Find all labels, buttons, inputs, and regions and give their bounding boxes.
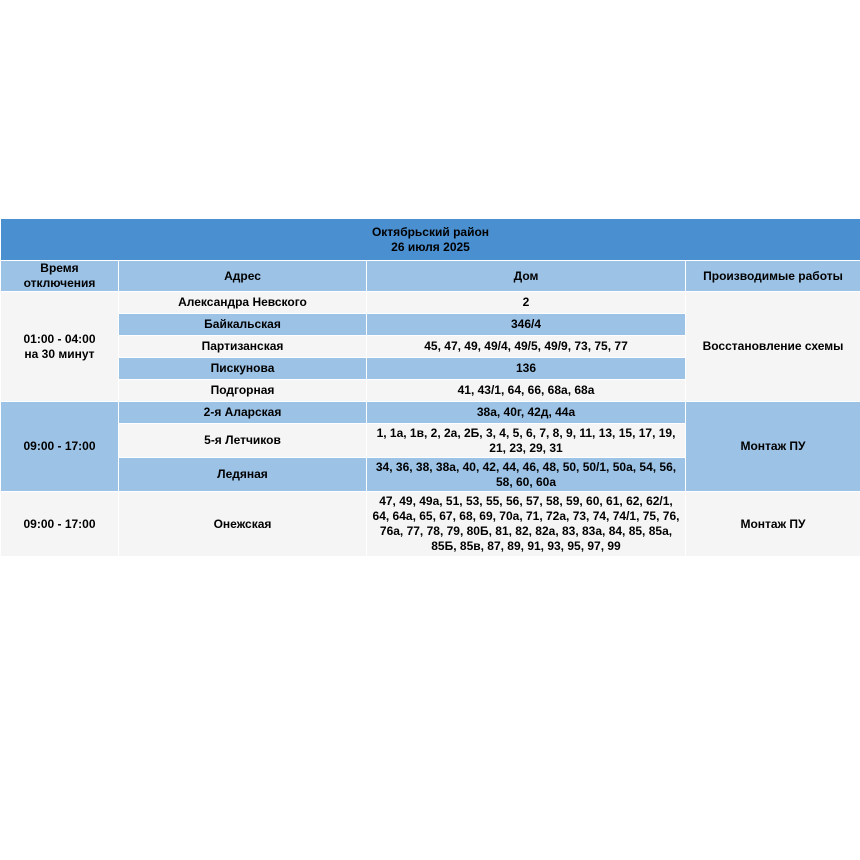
house-cell: 38а, 40г, 42д, 44а bbox=[367, 402, 686, 424]
works-cell: Монтаж ПУ bbox=[686, 402, 860, 492]
outage-date: 26 июля 2025 bbox=[391, 239, 470, 254]
house-cell: 34, 36, 38, 38а, 40, 42, 44, 46, 48, 50, 50/1, 50а, 54, 56, 58, 60, 60а bbox=[367, 458, 686, 492]
street-cell: Партизанская bbox=[119, 336, 367, 358]
column-header-house: Дом bbox=[367, 261, 686, 292]
table-title-row bbox=[1, 219, 860, 261]
time-cell bbox=[1, 292, 119, 402]
works-cell: Монтаж ПУ bbox=[686, 492, 860, 557]
street-cell: 2-я Аларская bbox=[119, 402, 367, 424]
street-cell: Александра Невского bbox=[119, 292, 367, 314]
table-row bbox=[1, 492, 860, 557]
table-title bbox=[1, 219, 860, 261]
district-name: Октябрьский район bbox=[371, 224, 490, 239]
street-cell: Байкальская bbox=[119, 314, 367, 336]
time-cell: 09:00 - 17:00 bbox=[1, 492, 119, 557]
street-cell: Ледяная bbox=[119, 458, 367, 492]
time-cell: 09:00 - 17:00 bbox=[1, 402, 119, 492]
house-cell: 1, 1а, 1в, 2, 2а, 2Б, 3, 4, 5, 6, 7, 8, 9, 11, 13, 15, 17, 19, 21, 23, 29, 31 bbox=[367, 424, 686, 458]
column-header-works: Производимые работы bbox=[686, 261, 860, 292]
time-note: на 30 минут bbox=[24, 346, 95, 361]
house-cell: 2 bbox=[367, 292, 686, 314]
street-cell: Онежская bbox=[119, 492, 367, 557]
street-cell: Пискунова bbox=[119, 358, 367, 380]
column-header-time: Время отключения bbox=[1, 261, 119, 292]
street-cell: 5-я Летчиков bbox=[119, 424, 367, 458]
outage-schedule bbox=[0, 218, 860, 557]
house-cell: 45, 47, 49, 49/4, 49/5, 49/9, 73, 75, 77 bbox=[367, 336, 686, 358]
house-cell: 136 bbox=[367, 358, 686, 380]
time-range: 01:00 - 04:00 bbox=[23, 331, 96, 346]
works-cell: Восстановление схемы bbox=[686, 292, 860, 402]
outage-table bbox=[0, 218, 860, 557]
table-row bbox=[1, 402, 860, 424]
table-row bbox=[1, 292, 860, 314]
street-cell: Подгорная bbox=[119, 380, 367, 402]
column-header-address: Адрес bbox=[119, 261, 367, 292]
column-header-row bbox=[1, 261, 860, 292]
house-cell: 346/4 bbox=[367, 314, 686, 336]
house-cell: 47, 49, 49а, 51, 53, 55, 56, 57, 58, 59, 60, 61, 62, 62/1, 64, 64а, 65, 67, 68, 69, 70а, 71, 72а, 73, 74, 74/1, 75, 76, 76а, 77, 78, 79, 80Б, 81, 82, 82а, 83, 83а, 84, 85, 85а, 85Б, 85в, 87, 89, 91, 93, 95, 97, 99 bbox=[367, 492, 686, 557]
house-cell: 41, 43/1, 64, 66, 68а, 68а bbox=[367, 380, 686, 402]
